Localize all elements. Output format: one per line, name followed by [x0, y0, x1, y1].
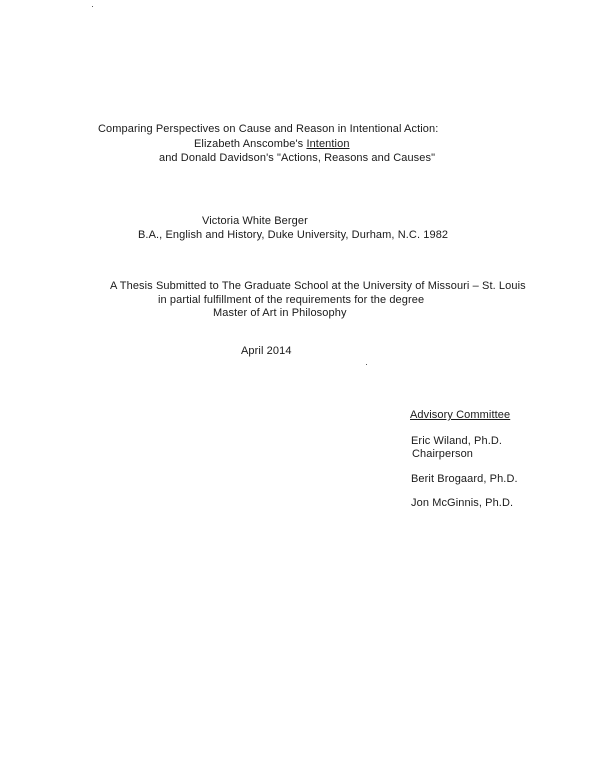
committee-heading: Advisory Committee [410, 409, 511, 421]
committee-member-2: Jon McGinnis, Ph.D. [411, 497, 514, 509]
book-title-intention: Intention [306, 138, 350, 150]
thesis-title-line-2-prefix: Elizabeth Anscombe's [194, 138, 307, 150]
submission-date: April 2014 [241, 345, 292, 357]
scan-speck [92, 6, 93, 7]
thesis-title-line-3: and Donald Davidson's "Actions, Reasons and Causes" [159, 152, 436, 164]
submission-line-1: A Thesis Submitted to The Graduate School at the University of Missouri – St. Louis [110, 280, 526, 292]
thesis-title-line-2 [194, 138, 350, 151]
committee-chair-role: Chairperson [412, 448, 474, 460]
submission-line-2: in partial fulfillment of the requirements for the degree [158, 294, 425, 306]
scan-speck [366, 364, 367, 365]
author-degree: B.A., English and History, Duke University, Durham, N.C. 1982 [138, 229, 449, 241]
submission-line-3: Master of Art in Philosophy [213, 307, 347, 319]
author-name: Victoria White Berger [202, 215, 308, 227]
thesis-title-line-1: Comparing Perspectives on Cause and Reason in Intentional Action: [98, 123, 439, 135]
committee-chair-name: Eric Wiland, Ph.D. [411, 435, 503, 447]
committee-member-1: Berit Brogaard, Ph.D. [411, 473, 518, 485]
